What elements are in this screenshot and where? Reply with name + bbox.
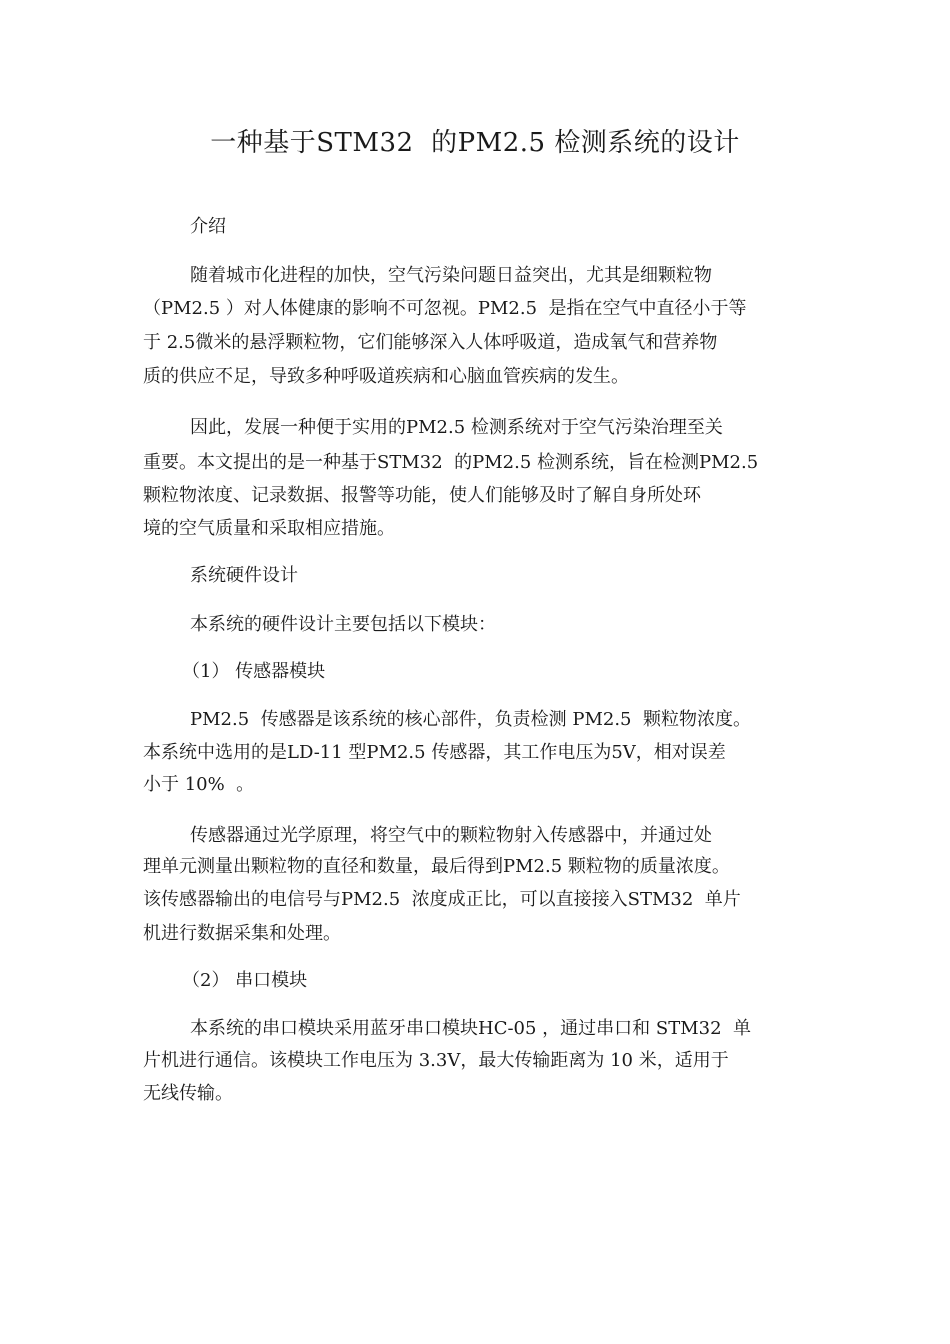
section-heading-intro: 介绍 (190, 216, 226, 237)
paragraph-line: 随着城市化进程的加快，空气污染问题日益突出，尤其是细颗粒物 (190, 265, 712, 286)
document-title: 一种基于STM32 的PM2.5 检测系统的设计 (210, 128, 740, 158)
paragraph-line: 颗粒物浓度、记录数据、报警等功能，使人们能够及时了解自身所处环 (143, 485, 701, 506)
paragraph-line: 机进行数据采集和处理。 (143, 923, 341, 944)
paragraph-line: 片机进行通信。该模块工作电压为 3.3V，最大传输距离为 10 米，适用于 (143, 1050, 729, 1071)
paragraph-line: 于 2.5微米的悬浮颗粒物，它们能够深入人体呼吸道，造成氧气和营养物 (143, 332, 718, 353)
paragraph-line: 质的供应不足，导致多种呼吸道疾病和心脑血管疾病的发生。 (143, 366, 629, 387)
section-heading-hardware: 系统硬件设计 (190, 565, 298, 586)
module-heading-sensor: （1） 传感器模块 (182, 661, 326, 682)
paragraph-line: 传感器通过光学原理，将空气中的颗粒物射入传感器中，并通过处 (190, 825, 712, 846)
paragraph-line: 重要。本文提出的是一种基于STM32 的PM2.5 检测系统，旨在检测PM2.5 (143, 452, 759, 473)
paragraph-line: 无线传输。 (143, 1083, 233, 1104)
paragraph-line: 该传感器输出的电信号与PM2.5 浓度成正比，可以直接接入STM32 单片 (143, 889, 741, 910)
module-heading-serial: （2） 串口模块 (182, 970, 308, 991)
paragraph-line: 小于 10% 。 (143, 774, 255, 795)
paragraph-line: 境的空气质量和采取相应措施。 (143, 518, 395, 539)
hardware-intro: 本系统的硬件设计主要包括以下模块： (190, 614, 496, 635)
paragraph-line: 因此，发展一种便于实用的PM2.5 检测系统对于空气污染治理至关 (190, 417, 723, 438)
paragraph-line: （PM2.5 ）对人体健康的影响不可忽视。PM2.5 是指在空气中直径小于等 (143, 298, 747, 319)
paragraph-line: 本系统中选用的是LD-11 型PM2.5 传感器，其工作电压为5V，相对误差 (143, 742, 726, 763)
paragraph-line: 理单元测量出颗粒物的直径和数量，最后得到PM2.5 颗粒物的质量浓度。 (143, 856, 730, 877)
paragraph-line: 本系统的串口模块采用蓝牙串口模块HC-05 ，通过串口和 STM32 单 (190, 1018, 752, 1039)
paragraph-line: PM2.5 传感器是该系统的核心部件，负责检测 PM2.5 颗粒物浓度。 (190, 709, 751, 730)
